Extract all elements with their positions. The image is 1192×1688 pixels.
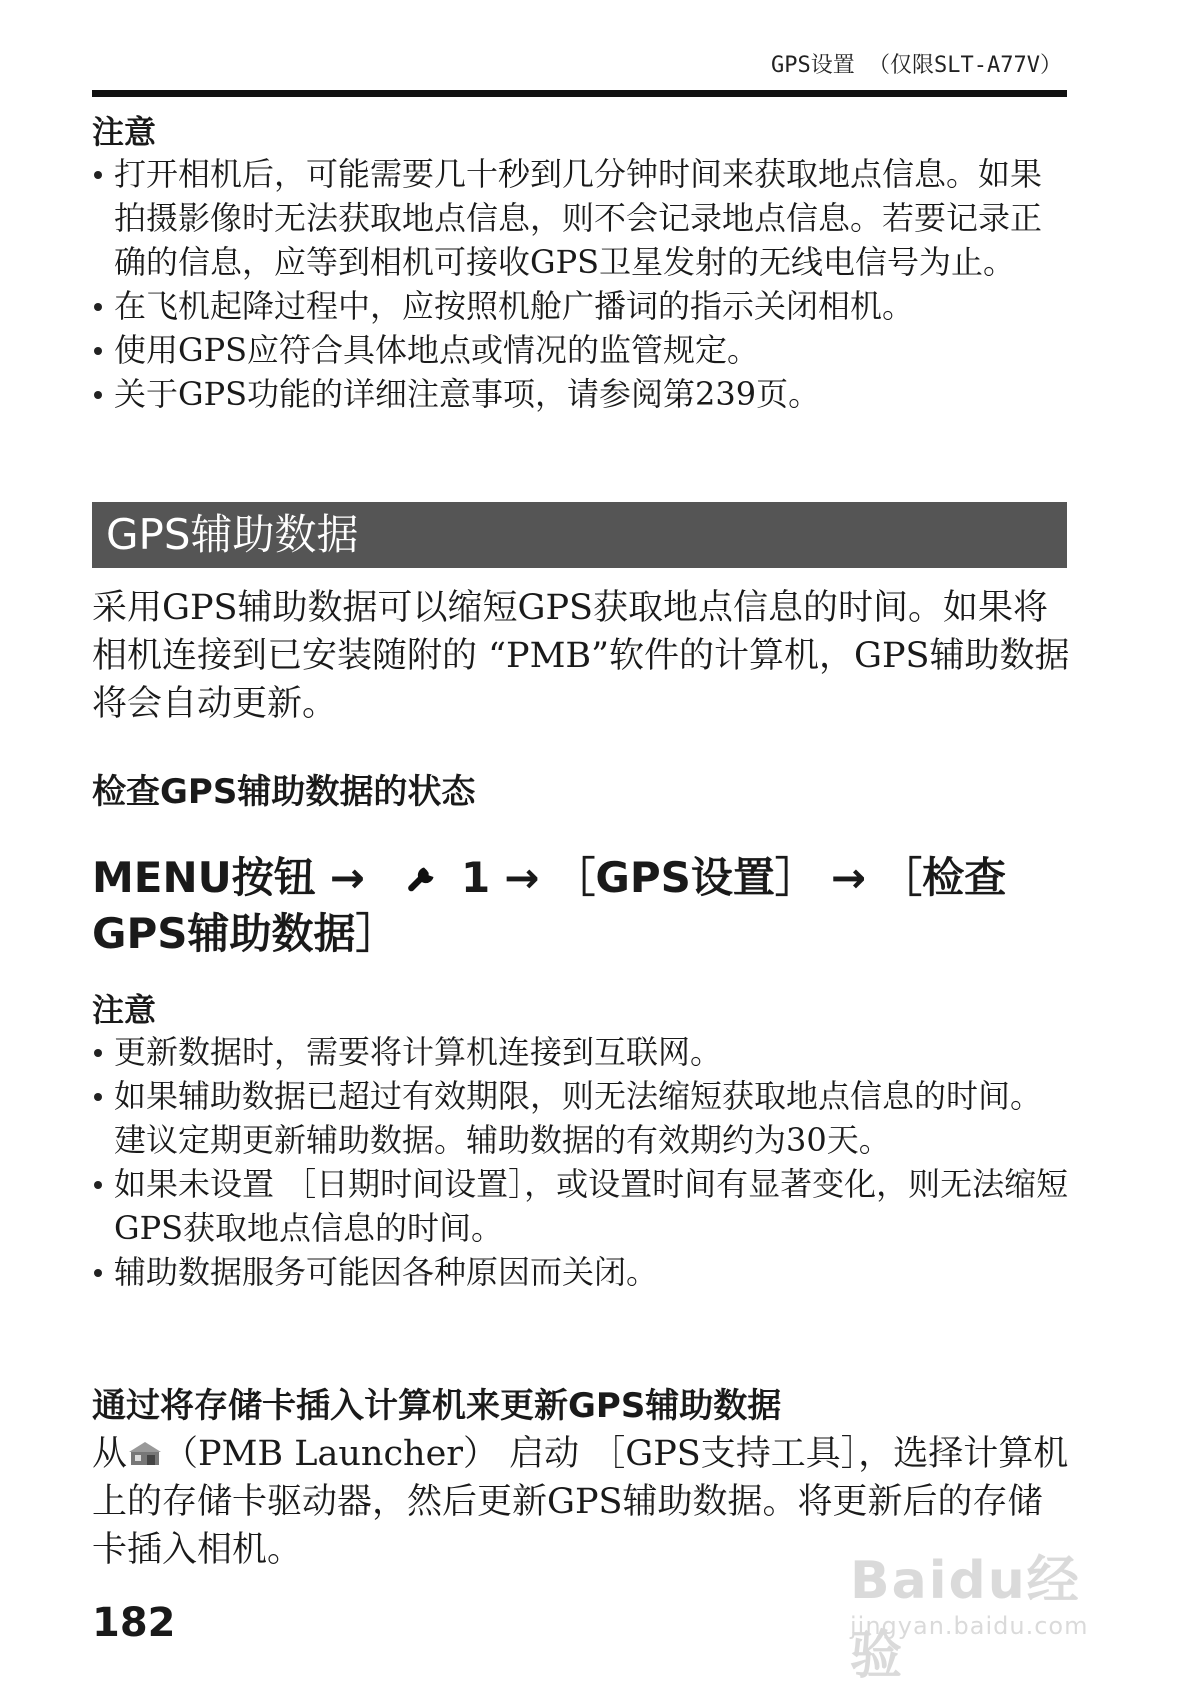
note-heading-2: 注意 xyxy=(92,991,157,1029)
section-intro: 采用GPS辅助数据可以缩短GPS获取地点信息的时间。如果将相机连接到已安装随附的 “PMB”软件的计算机，GPS辅助数据将会自动更新。 xyxy=(92,588,1070,724)
note-list-1 xyxy=(92,152,1072,416)
tab-number: 1 xyxy=(460,853,491,902)
note-item: 辅助数据服务可能因各种原因而关闭。 xyxy=(92,1250,1072,1294)
page-number: 182 xyxy=(92,1600,176,1646)
section-title: GPS辅助数据 xyxy=(106,510,359,559)
note-item: 如果辅助数据已超过有效期限，则无法缩短获取地点信息的时间。建议定期更新辅助数据。辅助数据的有效期约为30天。 xyxy=(92,1074,1072,1162)
note-item: 打开相机后，可能需要几十秒到几分钟时间来获取地点信息。如果拍摄影像时无法获取地点信息，则不会记录地点信息。若要记录正确的信息，应等到相机可接收GPS卫星发射的无线电信号为止。 xyxy=(92,152,1072,284)
pmb-launcher-icon xyxy=(127,1439,163,1469)
note-heading-1: 注意 xyxy=(92,113,157,151)
menu-button-label: MENU按钮 xyxy=(92,853,316,902)
note-list-2 xyxy=(92,1030,1072,1294)
update-text-rest: （PMB Launcher） 启动 ［GPS支持工具］，选择计算机上的存储卡驱动器，然后更新GPS辅助数据。将更新后的存储卡插入相机。 xyxy=(92,1434,1069,1570)
watermark xyxy=(850,1538,1110,1686)
note-item: 更新数据时，需要将计算机连接到互联网。 xyxy=(92,1030,1072,1074)
section-title-bar xyxy=(92,502,1067,568)
update-text-start: 从 xyxy=(92,1434,128,1474)
menu-path xyxy=(92,850,1072,962)
watermark-brand: Baidu经验 xyxy=(850,1551,1081,1686)
note-item: 使用GPS应符合具体地点或情况的监管规定。 xyxy=(92,328,1072,372)
wrench-icon xyxy=(405,858,443,896)
watermark-url: jingyan.baidu.com xyxy=(850,1612,1089,1640)
running-header: GPS设置 （仅限SLT-A77V） xyxy=(771,53,1062,78)
check-heading: 检查GPS辅助数据的状态 xyxy=(92,772,476,812)
arrow: → xyxy=(329,853,365,902)
note-item: 如果未设置 ［日期时间设置］，或设置时间有显著变化，则无法缩短GPS获取地点信息的时间。 xyxy=(92,1162,1072,1250)
arrow: → xyxy=(504,853,540,902)
header-rule xyxy=(92,90,1067,97)
menu-item-check-assist-data: ［检查GPS辅助数据］ xyxy=(92,853,1007,958)
arrow: → xyxy=(830,853,867,902)
note-item: 关于GPS功能的详细注意事项，请参阅第239页。 xyxy=(92,372,1072,416)
note-item: 在飞机起降过程中，应按照机舱广播词的指示关闭相机。 xyxy=(92,284,1072,328)
menu-item-gps-settings: ［GPS设置］ xyxy=(553,853,817,902)
update-heading: 通过将存储卡插入计算机来更新GPS辅助数据 xyxy=(92,1386,782,1426)
